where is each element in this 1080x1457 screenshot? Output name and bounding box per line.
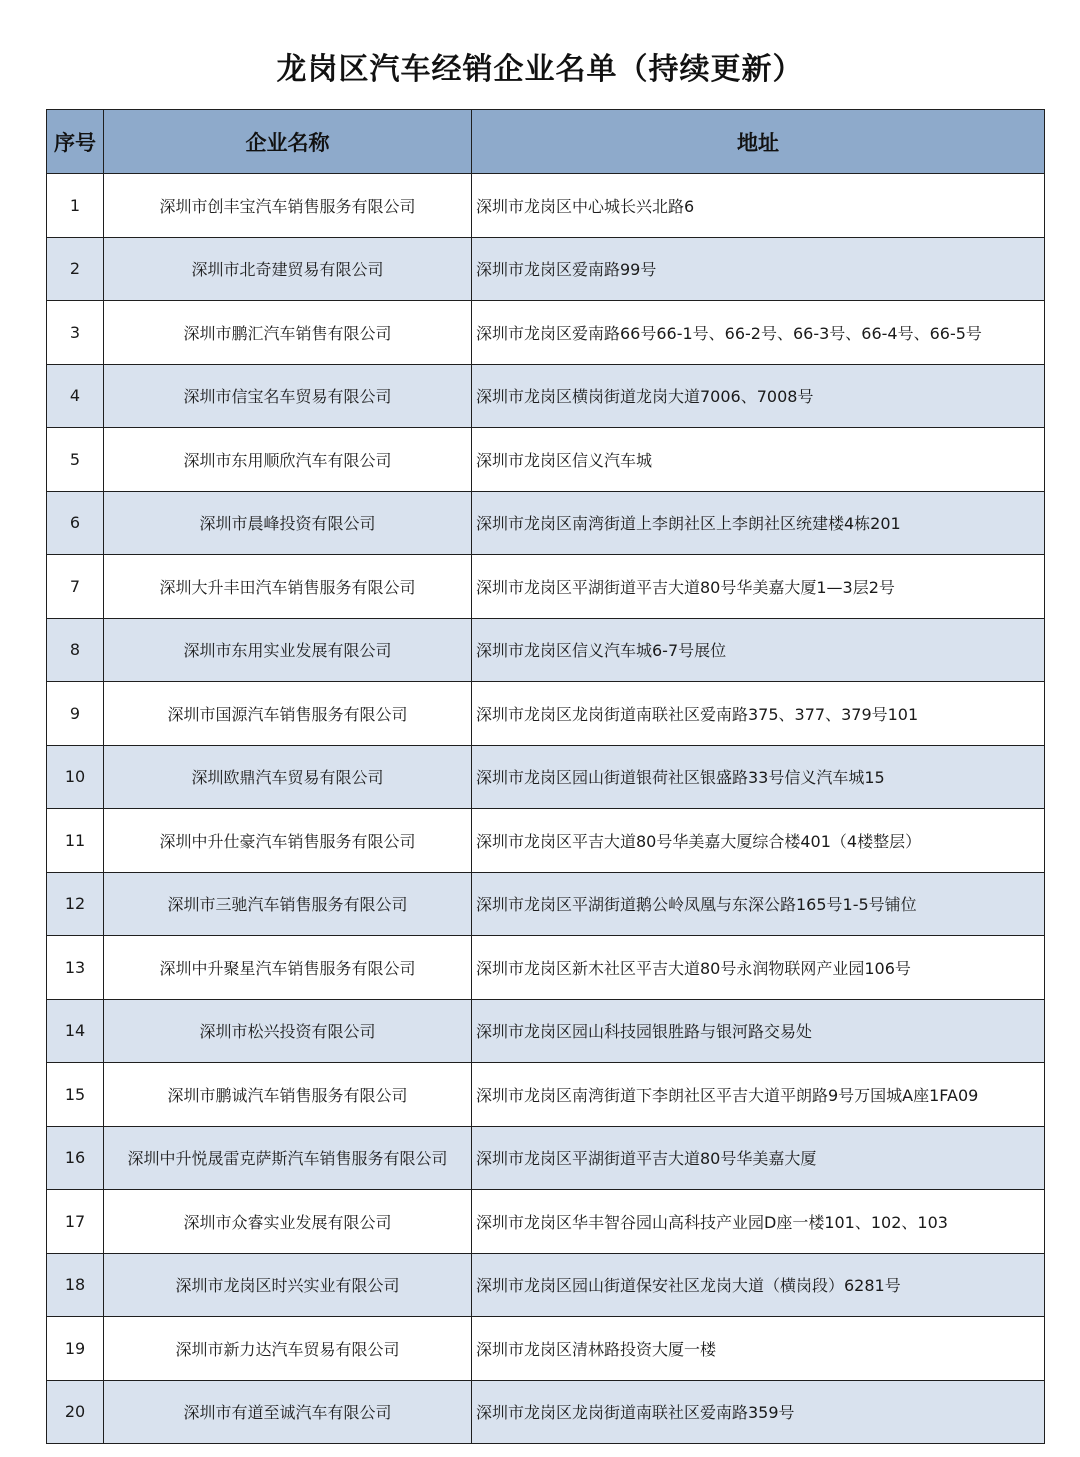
row-address: 深圳市龙岗区平吉大道80号华美嘉大厦综合楼401（4楼整层） xyxy=(472,809,1045,873)
row-company-name: 深圳市信宝名车贸易有限公司 xyxy=(104,364,472,428)
row-address: 深圳市龙岗区中心城长兴北路6 xyxy=(472,174,1045,238)
row-index: 4 xyxy=(47,364,104,428)
row-address: 深圳市龙岗区华丰智谷园山高科技产业园D座一楼101、102、103 xyxy=(472,1190,1045,1254)
row-company-name: 深圳市三驰汽车销售服务有限公司 xyxy=(104,872,472,936)
row-company-name: 深圳市东用实业发展有限公司 xyxy=(104,618,472,682)
column-header-address: 地址 xyxy=(472,110,1045,174)
row-index: 7 xyxy=(47,555,104,619)
row-index: 13 xyxy=(47,936,104,1000)
row-address: 深圳市龙岗区园山街道保安社区龙岗大道（横岗段）6281号 xyxy=(472,1253,1045,1317)
table-row xyxy=(47,618,1045,682)
row-index: 19 xyxy=(47,1317,104,1381)
row-index: 10 xyxy=(47,745,104,809)
column-header-name: 企业名称 xyxy=(104,110,472,174)
row-company-name: 深圳欧鼎汽车贸易有限公司 xyxy=(104,745,472,809)
row-index: 15 xyxy=(47,1063,104,1127)
row-company-name: 深圳市有道至诚汽车有限公司 xyxy=(104,1380,472,1444)
row-company-name: 深圳市北奇建贸易有限公司 xyxy=(104,237,472,301)
row-index: 5 xyxy=(47,428,104,492)
row-address: 深圳市龙岗区龙岗街道南联社区爱南路375、377、379号101 xyxy=(472,682,1045,746)
row-index: 20 xyxy=(47,1380,104,1444)
row-company-name: 深圳市晨峰投资有限公司 xyxy=(104,491,472,555)
row-company-name: 深圳市松兴投资有限公司 xyxy=(104,999,472,1063)
table-row xyxy=(47,174,1045,238)
row-index: 3 xyxy=(47,301,104,365)
row-address: 深圳市龙岗区园山街道银荷社区银盛路33号信义汽车城15 xyxy=(472,745,1045,809)
row-address: 深圳市龙岗区信义汽车城6-7号展位 xyxy=(472,618,1045,682)
row-address: 深圳市龙岗区清林路投资大厦一楼 xyxy=(472,1317,1045,1381)
row-index: 8 xyxy=(47,618,104,682)
table-row xyxy=(47,1317,1045,1381)
table-row xyxy=(47,1380,1045,1444)
row-index: 1 xyxy=(47,174,104,238)
row-address: 深圳市龙岗区新木社区平吉大道80号永润物联网产业园106号 xyxy=(472,936,1045,1000)
row-company-name: 深圳市创丰宝汽车销售服务有限公司 xyxy=(104,174,472,238)
table-row xyxy=(47,364,1045,428)
row-address: 深圳市龙岗区爱南路99号 xyxy=(472,237,1045,301)
row-index: 17 xyxy=(47,1190,104,1254)
row-index: 11 xyxy=(47,809,104,873)
row-company-name: 深圳中升仕豪汽车销售服务有限公司 xyxy=(104,809,472,873)
row-address: 深圳市龙岗区南湾街道上李朗社区上李朗社区统建楼4栋201 xyxy=(472,491,1045,555)
row-address: 深圳市龙岗区平湖街道平吉大道80号华美嘉大厦 xyxy=(472,1126,1045,1190)
row-address: 深圳市龙岗区园山科技园银胜路与银河路交易处 xyxy=(472,999,1045,1063)
table-row xyxy=(47,555,1045,619)
table-row xyxy=(47,1126,1045,1190)
row-company-name: 深圳市鹏诚汽车销售服务有限公司 xyxy=(104,1063,472,1127)
table-row xyxy=(47,745,1045,809)
table-row xyxy=(47,872,1045,936)
row-company-name: 深圳市国源汽车销售服务有限公司 xyxy=(104,682,472,746)
row-address: 深圳市龙岗区横岗街道龙岗大道7006、7008号 xyxy=(472,364,1045,428)
page-title: 龙岗区汽车经销企业名单（持续更新） xyxy=(276,52,804,87)
row-company-name: 深圳中升聚星汽车销售服务有限公司 xyxy=(104,936,472,1000)
row-address: 深圳市龙岗区爱南路66号66-1号、66-2号、66-3号、66-4号、66-5号 xyxy=(472,301,1045,365)
row-company-name: 深圳中升悦晟雷克萨斯汽车销售服务有限公司 xyxy=(104,1126,472,1190)
row-company-name: 深圳大升丰田汽车销售服务有限公司 xyxy=(104,555,472,619)
row-address: 深圳市龙岗区龙岗街道南联社区爱南路359号 xyxy=(472,1380,1045,1444)
row-index: 12 xyxy=(47,872,104,936)
row-address: 深圳市龙岗区平湖街道平吉大道80号华美嘉大厦1—3层2号 xyxy=(472,555,1045,619)
table-row xyxy=(47,301,1045,365)
table-row xyxy=(47,1253,1045,1317)
row-company-name: 深圳市众睿实业发展有限公司 xyxy=(104,1190,472,1254)
column-header-index: 序号 xyxy=(47,110,104,174)
table-row xyxy=(47,999,1045,1063)
row-company-name: 深圳市东用顺欣汽车有限公司 xyxy=(104,428,472,492)
table-row xyxy=(47,809,1045,873)
row-company-name: 深圳市新力达汽车贸易有限公司 xyxy=(104,1317,472,1381)
row-company-name: 深圳市龙岗区时兴实业有限公司 xyxy=(104,1253,472,1317)
row-address: 深圳市龙岗区平湖街道鹅公岭凤凰与东深公路165号1-5号铺位 xyxy=(472,872,1045,936)
row-index: 18 xyxy=(47,1253,104,1317)
row-index: 9 xyxy=(47,682,104,746)
table-row xyxy=(47,428,1045,492)
table-row xyxy=(47,1190,1045,1254)
table-row xyxy=(47,682,1045,746)
table-row xyxy=(47,936,1045,1000)
table-row xyxy=(47,237,1045,301)
row-index: 14 xyxy=(47,999,104,1063)
row-index: 2 xyxy=(47,237,104,301)
dealer-table xyxy=(46,109,1045,1444)
row-address: 深圳市龙岗区南湾街道下李朗社区平吉大道平朗路9号万国城A座1FA09 xyxy=(472,1063,1045,1127)
row-index: 16 xyxy=(47,1126,104,1190)
table-header-row xyxy=(47,110,1045,174)
row-address: 深圳市龙岗区信义汽车城 xyxy=(472,428,1045,492)
row-index: 6 xyxy=(47,491,104,555)
table-row xyxy=(47,491,1045,555)
row-company-name: 深圳市鹏汇汽车销售有限公司 xyxy=(104,301,472,365)
table-row xyxy=(47,1063,1045,1127)
